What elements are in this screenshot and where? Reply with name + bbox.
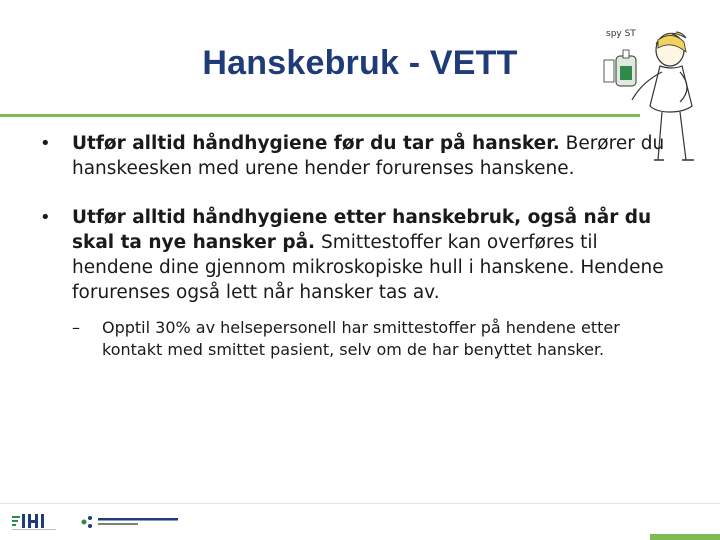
- bullet-1-strong: Utfør alltid håndhygiene før du tar på hansker.: [72, 133, 560, 154]
- bullet-marker: •: [40, 133, 51, 154]
- sub-bullet-marker: –: [72, 318, 80, 337]
- title-divider: [0, 114, 640, 117]
- bullet-2-strong: Utfør alltid håndhygiene etter hanskebruk, også når du skal ta nye hansker på.: [72, 207, 652, 253]
- illustration-caption: spy ST: [606, 29, 636, 39]
- bullet-2-text: Smittestoffer kan overføres til hendene dine gjennom mikroskopiske hull i hanskene. Hendene forurenses også lett når hansker tas av.: [72, 232, 664, 303]
- bullet-marker: •: [40, 207, 51, 228]
- bullet-list: [40, 131, 680, 361]
- fhi-logo: [10, 512, 60, 532]
- bullet-1-text: Berører du hanskeesken med urene hender forurenses hanskene.: [72, 133, 665, 179]
- bullet-item-1: [40, 131, 680, 181]
- bullet-item-2: [40, 205, 680, 305]
- sub-bullet-item: [40, 317, 680, 361]
- page-title: Hanskebruk - VETT: [202, 44, 518, 82]
- sub-bullet-text: Opptil 30% av helsepersonell har smittestoffer på hendene etter kontakt med smittet pasient, selv om de har benyttet hansker.: [102, 318, 620, 359]
- partner-logo: [78, 510, 188, 534]
- footer-accent-bar: [650, 534, 720, 540]
